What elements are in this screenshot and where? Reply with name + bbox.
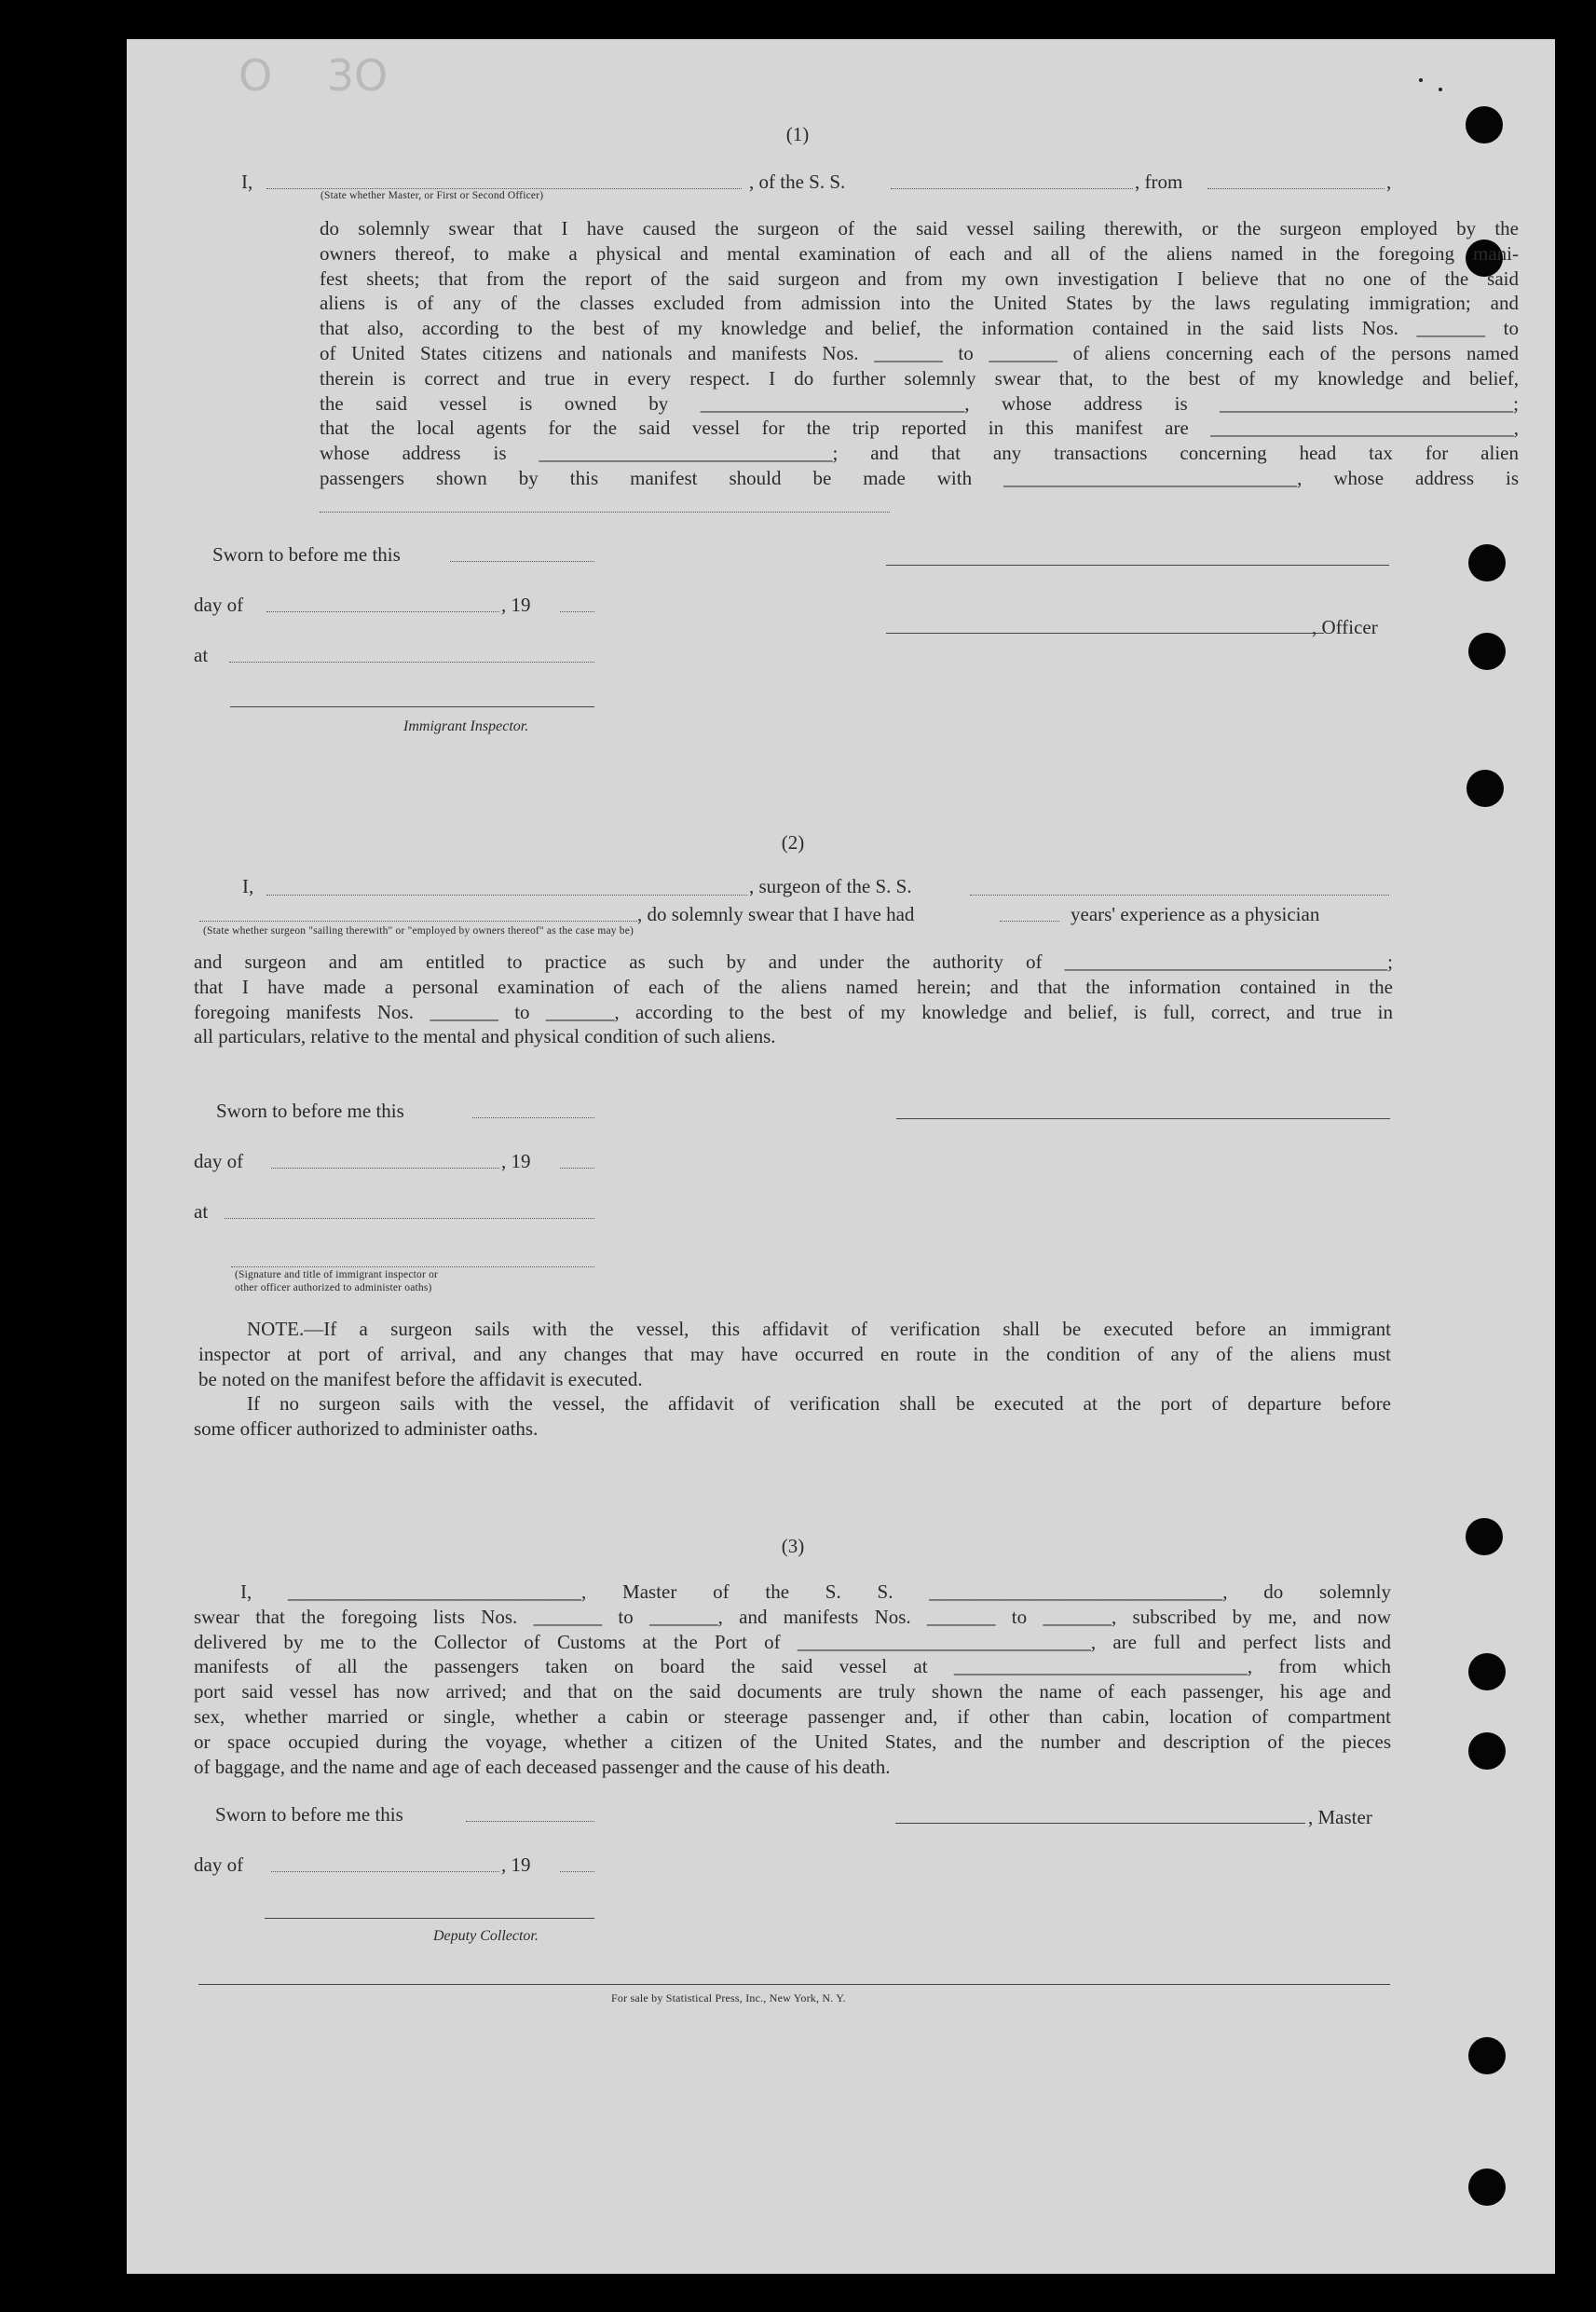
sec1-line: of United States citizens and nationals and manifests Nos. _______ to _______ of aliens concerning each of the persons named [320, 342, 1519, 364]
sec2-year-line[interactable] [560, 1168, 594, 1169]
sec3-master: , Master [1308, 1806, 1372, 1828]
sec1-19: , 19 [501, 594, 531, 616]
bleed-through-number: O 3O [239, 50, 389, 101]
sec1-line: therein is correct and true in every respect. I do further solemnly swear that, to the best of my knowledge and belief, [320, 366, 1519, 390]
sec1-sworn: Sworn to before me this [212, 543, 401, 566]
sec3-line: port said vessel has now arrived; and that on the said documents are truly shown the name of each passenger, his age and [194, 1680, 1391, 1703]
sec2-swear: , do solemnly swear that I have had [637, 903, 915, 925]
sec3-day-line[interactable] [271, 1871, 499, 1872]
note-line: NOTE.—If a surgeon sails with the vessel, this affidavit of verification shall be executed before an immigrant [247, 1318, 1391, 1340]
sec1-line: the said vessel is owned by ___________________________, whose address is ______________________________; [320, 391, 1519, 415]
sec2-sworn: Sworn to before me this [216, 1100, 404, 1122]
sec3-line: or space occupied during the voyage, whether a citizen of the United States, and the number and description of the pieces [194, 1730, 1391, 1753]
note-line: some officer authorized to administer oaths. [194, 1417, 539, 1441]
sec2-officer-signature-line[interactable] [231, 1266, 594, 1267]
speck [1439, 88, 1442, 91]
section-2-heading: (2) [781, 831, 805, 854]
sec2-i: I, [242, 875, 254, 897]
sec3-19: , 19 [501, 1854, 531, 1876]
master-signature-line[interactable] [895, 1823, 1305, 1824]
sec1-line: fest sheets; that from the report of the said surgeon and from my own investigation I believe that no one of the said [320, 267, 1519, 290]
deputy-signature-line[interactable] [265, 1918, 594, 1919]
sec1-line: passengers shown by this manifest should be made with ______________________________, whose address is [320, 467, 1519, 489]
sec3-line: swear that the foregoing lists Nos. _______ to _______, and manifests Nos. _______ to _______, subscribed by me, and now [194, 1605, 1391, 1628]
section-3-heading: (3) [781, 1535, 805, 1557]
from-port-line[interactable] [1207, 188, 1385, 189]
sec3-line: sex, whether married or single, whether a cabin or steerage passenger and, if other than cabin, location of compartment [194, 1705, 1391, 1728]
section-1-heading: (1) [785, 123, 810, 145]
footer-rule [198, 1984, 1390, 1985]
officer-title-line[interactable] [886, 633, 1324, 634]
sec1-line: whose address is ______________________________; and that any transactions concerning head tax for alien [320, 442, 1519, 465]
punch-hole [1466, 770, 1504, 807]
punch-hole [1468, 2168, 1506, 2206]
sec1-line: aliens is of any of the classes excluded from admission into the United States by the laws regulating immigration; and [320, 292, 1519, 315]
sec3-line: of baggage, and the name and age of each deceased passenger and the cause of his death. [194, 1755, 891, 1778]
sec3-day-of: day of [194, 1854, 244, 1876]
sec2-caption: (State whether surgeon "sailing therewith" or "employed by owners thereof" as the case may be) [203, 925, 634, 937]
sec1-line: that also, according to the best of my knowledge and belief, the information contained in the said lists Nos. _______ to [320, 317, 1519, 340]
sec2-sworn-line[interactable] [472, 1117, 594, 1118]
sec1-line: owners thereof, to make a physical and mental examination of each and all of the aliens named in the foregoing mani- [320, 241, 1519, 265]
note-line: be noted on the manifest before the affidavit is executed. [198, 1367, 643, 1390]
sec2-sig-caption-2: other officer authorized to administer oaths) [235, 1282, 432, 1293]
sec2-day-of: day of [194, 1150, 244, 1172]
master-name-line[interactable] [266, 188, 742, 189]
sec2-line: and surgeon and am entitled to practice as such by and under the authority of _________________________________; [194, 951, 1393, 973]
sec3-line: I, ______________________________, Master of the S. S. ______________________________, do solemnly [240, 1580, 1391, 1603]
surgeon-name-line[interactable] [266, 895, 747, 896]
ship-name-line[interactable] [891, 188, 1133, 189]
note-line: inspector at port of arrival, and any changes that may have occurred en route in the condition of any of the aliens must [198, 1342, 1391, 1365]
sec2-19: , 19 [501, 1150, 531, 1172]
sec2-line: that I have made a personal examination of each of the aliens named herein; and that the information contained in the [194, 975, 1393, 998]
punch-hole [1466, 1518, 1503, 1555]
sec2-at: at [194, 1200, 209, 1223]
sec1-line: do solemnly swear that I have caused the surgeon of the said vessel sailing therewith, or the surgeon employed by the [320, 217, 1519, 239]
note-line: If no surgeon sails with the vessel, the affidavit of verification shall be executed at the port of departure before [247, 1392, 1391, 1416]
sec1-line: that the local agents for the said vessel for the trip reported in this manifest are _______________________________, [320, 417, 1519, 440]
sec1-inspector: Immigrant Inspector. [403, 718, 529, 734]
sec2-surgeon-of: , surgeon of the S. S. [749, 875, 912, 897]
officer-signature-line[interactable] [886, 565, 1389, 566]
surgeon-capacity-line[interactable] [199, 921, 637, 922]
form-page [127, 39, 1555, 2274]
sec2-signature-line[interactable] [896, 1118, 1390, 1119]
years-line[interactable] [1000, 921, 1059, 922]
sec1-i: I, [241, 171, 253, 193]
speck [1419, 78, 1423, 82]
sec2-line: all particulars, relative to the mental and physical condition of such aliens. [194, 1025, 776, 1048]
punch-hole [1468, 2037, 1506, 2074]
sec2-line: foregoing manifests Nos. _______ to _______, according to the best of my knowledge and belief, is full, correct, and true in [194, 1000, 1393, 1023]
sec1-sworn-line[interactable] [450, 561, 594, 562]
sec3-sworn-line[interactable] [466, 1821, 594, 1822]
punch-hole [1468, 1653, 1506, 1690]
inspector-signature-line[interactable] [230, 706, 594, 707]
sec2-ship-line[interactable] [970, 895, 1389, 896]
sec3-deputy: Deputy Collector. [433, 1928, 539, 1944]
sec3-line: delivered by me to the Collector of Customs at the Port of ______________________________, are full and perfect lists and [194, 1630, 1391, 1653]
punch-hole [1468, 1732, 1506, 1770]
sec3-line: manifests of all the passengers taken on board the said vessel at ______________________________, from which [194, 1655, 1391, 1678]
sec1-day-line[interactable] [266, 611, 499, 612]
sec2-years: years' experience as a physician [1071, 903, 1320, 925]
sec1-year-line[interactable] [560, 611, 594, 612]
sec1-day-of: day of [194, 594, 244, 616]
sec2-sig-caption-1: (Signature and title of immigrant inspector or [235, 1269, 439, 1280]
punch-hole [1466, 106, 1503, 144]
sec1-of-ss: , of the S. S. [749, 171, 846, 193]
sec3-sworn: Sworn to before me this [215, 1803, 403, 1826]
sec1-at-line[interactable] [229, 662, 594, 663]
sec1-caption: (State whether Master, or First or Second Officer) [321, 190, 544, 201]
sec1-comma: , [1386, 171, 1392, 193]
footer-imprint: For sale by Statistical Press, Inc., New York, N. Y. [611, 1991, 846, 2004]
punch-hole [1468, 633, 1506, 670]
sec3-year-line[interactable] [560, 1871, 594, 1872]
sec1-at: at [194, 644, 209, 666]
punch-hole [1468, 544, 1506, 581]
sec1-from: , from [1135, 171, 1183, 193]
sec2-at-line[interactable] [225, 1218, 594, 1219]
address-continuation-line[interactable] [320, 512, 890, 513]
sec2-day-line[interactable] [271, 1168, 499, 1169]
sec1-officer: , Officer [1312, 616, 1378, 638]
